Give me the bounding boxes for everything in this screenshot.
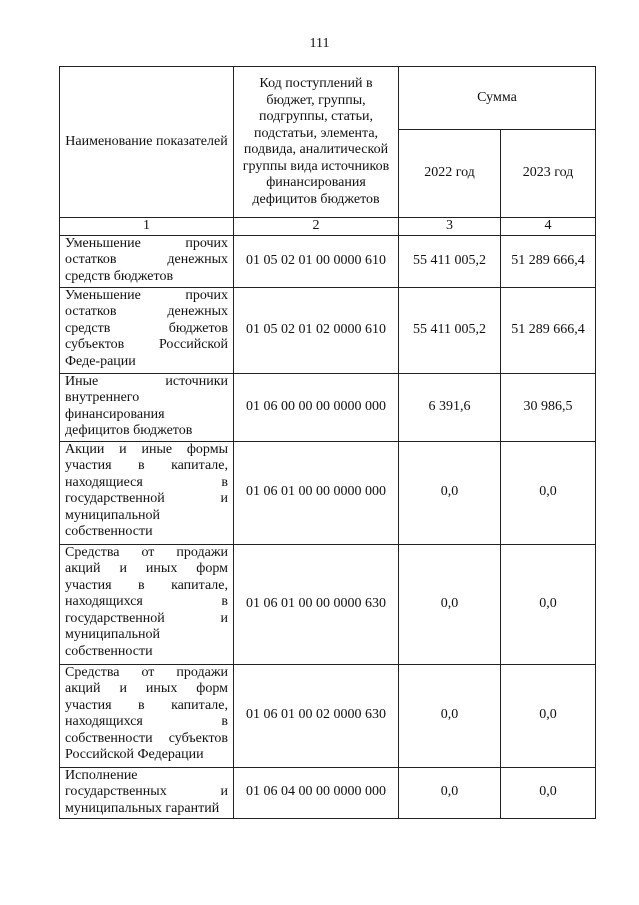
column-number: 3 <box>399 218 501 236</box>
table-row <box>60 544 596 664</box>
header-sum: Сумма <box>399 67 596 130</box>
row-name: Уменьшение прочих остатков денежных средств бюджетов субъектов Российской Феде-рации <box>60 287 234 373</box>
row-code: 01 06 01 00 02 0000 630 <box>234 664 399 767</box>
row-value-2022: 55 411 005,2 <box>399 235 501 287</box>
row-code: 01 06 00 00 00 0000 000 <box>234 373 399 441</box>
table-row <box>60 235 596 287</box>
header-year-2022: 2022 год <box>399 130 501 218</box>
row-code: 01 06 01 00 00 0000 000 <box>234 441 399 544</box>
row-name: Средства от продажи акций и иных форм участия в капитале, находящихся в собственности субъектов Российской Федерации <box>60 664 234 767</box>
table-row <box>60 287 596 373</box>
column-number: 4 <box>501 218 596 236</box>
row-value-2023: 0,0 <box>501 441 596 544</box>
header-year-2023: 2023 год <box>501 130 596 218</box>
header-name: Наименование показателей <box>60 67 234 218</box>
row-code: 01 05 02 01 02 0000 610 <box>234 287 399 373</box>
row-value-2023: 0,0 <box>501 544 596 664</box>
row-value-2023: 51 289 666,4 <box>501 235 596 287</box>
row-value-2022: 6 391,6 <box>399 373 501 441</box>
column-number: 2 <box>234 218 399 236</box>
row-value-2022: 0,0 <box>399 664 501 767</box>
row-value-2023: 0,0 <box>501 664 596 767</box>
row-value-2022: 55 411 005,2 <box>399 287 501 373</box>
row-value-2023: 0,0 <box>501 767 596 818</box>
header-code: Код поступлений в бюджет, группы, подгруппы, статьи, подстатьи, элемента, подвида, аналитической группы вида источников финансирования дефицитов бюджетов <box>234 67 399 218</box>
table-row <box>60 767 596 818</box>
row-value-2023: 30 986,5 <box>501 373 596 441</box>
row-value-2022: 0,0 <box>399 767 501 818</box>
row-name: Средства от продажи акций и иных форм участия в капитале, находящихся в государственной и муниципальной собственности <box>60 544 234 664</box>
column-number-row <box>60 218 596 236</box>
row-name: Исполнение государственных и муниципальных гарантий <box>60 767 234 818</box>
column-number: 1 <box>60 218 234 236</box>
row-name: Акции и иные формы участия в капитале, находящиеся в государственной и муниципальной собственности <box>60 441 234 544</box>
row-code: 01 05 02 01 00 0000 610 <box>234 235 399 287</box>
header-row-top <box>60 67 596 130</box>
sources-table <box>59 66 596 819</box>
page-number: 111 <box>309 36 330 51</box>
row-name: Уменьшение прочих остатков денежных средств бюджетов <box>60 235 234 287</box>
table-row <box>60 441 596 544</box>
row-name: Иные источники внутреннего финансирования дефицитов бюджетов <box>60 373 234 441</box>
table-row <box>60 373 596 441</box>
row-code: 01 06 01 00 00 0000 630 <box>234 544 399 664</box>
row-value-2022: 0,0 <box>399 441 501 544</box>
row-code: 01 06 04 00 00 0000 000 <box>234 767 399 818</box>
table-row <box>60 664 596 767</box>
row-value-2023: 51 289 666,4 <box>501 287 596 373</box>
row-value-2022: 0,0 <box>399 544 501 664</box>
